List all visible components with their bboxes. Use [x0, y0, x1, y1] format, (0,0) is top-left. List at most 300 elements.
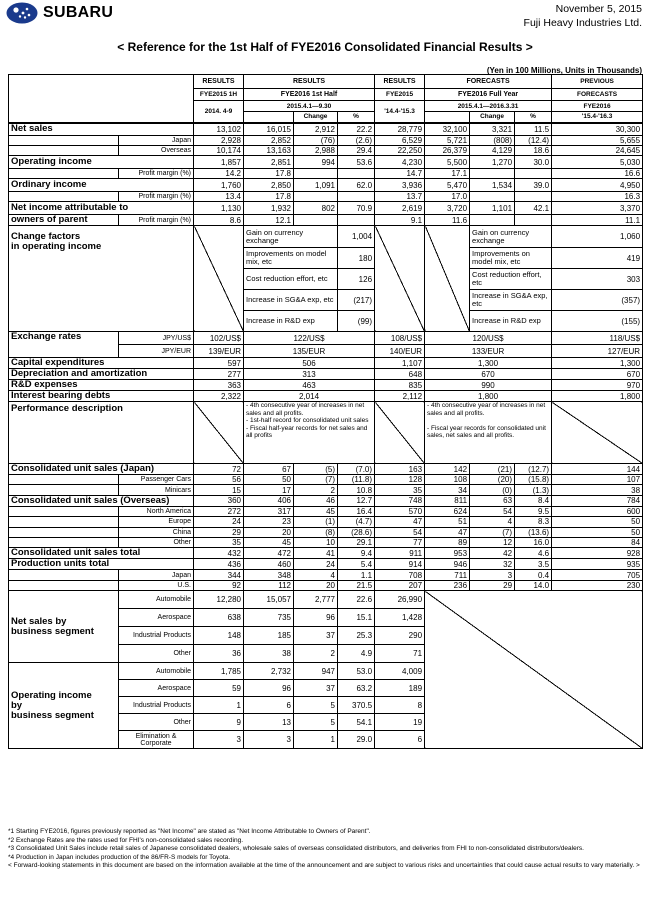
table-row [9, 192, 643, 202]
value-cell: 277 [194, 369, 244, 380]
value-cell: 506 [244, 358, 375, 369]
value-cell: 994 [294, 156, 338, 169]
value-cell: 14.7 [375, 169, 425, 179]
value-cell: (7.0) [338, 464, 375, 475]
value-cell: (15.8) [515, 475, 552, 485]
value-cell: (20) [470, 475, 515, 485]
value-cell: 148 [194, 627, 244, 645]
value-cell: 928 [552, 548, 643, 559]
value-cell [294, 215, 338, 226]
col-header-blank [244, 112, 294, 123]
value-cell: 705 [552, 570, 643, 580]
value-cell: 35 [375, 485, 425, 495]
value-cell: 72 [194, 464, 244, 475]
value-cell [470, 192, 515, 202]
value-cell: 47 [375, 517, 425, 527]
factor-label: Cost reduction effort, etc [470, 269, 552, 290]
value-cell: 139/EUR [194, 345, 244, 358]
value-cell: 4 [294, 570, 338, 580]
value-cell: 11.5 [515, 123, 552, 136]
value-cell: 9 [194, 714, 244, 731]
value-cell: 348 [244, 570, 294, 580]
table-row [9, 226, 643, 248]
table-row [9, 123, 643, 136]
value-cell: (8) [294, 527, 338, 537]
value-cell: 11.1 [552, 215, 643, 226]
value-cell: 70.9 [338, 202, 375, 215]
value-cell: 107 [552, 475, 643, 485]
row-label: owners of parent [9, 215, 119, 226]
value-cell: 25.3 [338, 627, 375, 645]
value-cell: (76) [294, 136, 338, 146]
value-cell: (28.6) [338, 527, 375, 537]
performance-text: - 4th consecutive year of increases in net sales and all profits. - Fiscal year records for consolidated unit sales, net sales and all profits. [425, 402, 552, 464]
table-row [9, 506, 643, 516]
value-cell: 5,721 [425, 136, 470, 146]
row-label: Capital expenditures [9, 358, 194, 369]
row-label [9, 146, 119, 156]
factor-value: 126 [338, 269, 375, 290]
factor-label: Increase in R&D exp [244, 311, 338, 332]
row-sublabel: Automobile [119, 591, 194, 609]
value-cell: 3,936 [375, 179, 425, 192]
value-cell: 20 [294, 580, 338, 590]
value-cell: 127/EUR [552, 345, 643, 358]
value-cell: 463 [244, 380, 375, 391]
table-row [9, 464, 643, 475]
value-cell: 77 [375, 537, 425, 547]
value-cell: 108/US$ [375, 332, 425, 345]
row-label [9, 570, 119, 580]
value-cell: 11.6 [425, 215, 470, 226]
results-table-container [8, 74, 642, 749]
value-cell: 112 [244, 580, 294, 590]
col-header-period: FYE2016 [552, 101, 643, 112]
value-cell: 6 [244, 697, 294, 714]
value-cell: 230 [552, 580, 643, 590]
value-cell: 51 [425, 517, 470, 527]
value-cell: 38 [244, 645, 294, 663]
table-row [9, 391, 643, 402]
value-cell [515, 192, 552, 202]
value-cell: 10,174 [194, 146, 244, 156]
value-cell: 4.6 [515, 548, 552, 559]
row-label: Operating income [9, 156, 194, 169]
value-cell: 2,014 [244, 391, 375, 402]
value-cell: 4,950 [552, 179, 643, 192]
col-header-sub: FYE2015 1H [194, 89, 244, 101]
col-header-change: Change [470, 112, 515, 123]
value-cell: 10.8 [338, 485, 375, 495]
value-cell: 62.0 [338, 179, 375, 192]
factor-label: Cost reduction effort, etc [244, 269, 338, 290]
value-cell: 16.4 [338, 506, 375, 516]
value-cell: 9.1 [375, 215, 425, 226]
value-cell: 13,163 [244, 146, 294, 156]
diagonal-cell [425, 591, 643, 749]
value-cell [470, 215, 515, 226]
value-cell: 24,645 [552, 146, 643, 156]
factor-value: 180 [338, 248, 375, 269]
value-cell: 118/US$ [552, 332, 643, 345]
factor-label: Increase in SG&A exp, etc [470, 290, 552, 311]
footnote: *4 Production in Japan includes production of the 86/FR-S models for Toyota. [8, 853, 231, 861]
footnote: < Forward-looking statements in this document are based on the information available at the time of the announcement and are subject to various risks and uncertainties that could cause actual results to vary materially. > [8, 862, 640, 869]
value-cell: 5,030 [552, 156, 643, 169]
footnote: *2 Exchange Rates are the rates used for FHI's non-consolidated sales recording. [8, 836, 244, 844]
value-cell: 2,112 [375, 391, 425, 402]
value-cell: 1,300 [552, 358, 643, 369]
value-cell [470, 169, 515, 179]
value-cell: 1,932 [244, 202, 294, 215]
value-cell: 1,130 [194, 202, 244, 215]
value-cell: 120/US$ [425, 332, 552, 345]
value-cell: 4,009 [375, 663, 425, 680]
change-factors-subtitle: in operating income [11, 241, 102, 252]
value-cell: 1,300 [425, 358, 552, 369]
col-header-sub: FORECASTS [552, 89, 643, 101]
value-cell: 16.6 [552, 169, 643, 179]
value-cell: 2 [294, 645, 338, 663]
value-cell: (1.3) [515, 485, 552, 495]
value-cell: 363 [194, 380, 244, 391]
value-cell: 128 [375, 475, 425, 485]
row-label [9, 537, 119, 547]
value-cell: 63.2 [338, 680, 375, 697]
row-label: Consolidated unit sales (Japan) [9, 464, 194, 475]
value-cell: 30,300 [552, 123, 643, 136]
row-sublabel: Aerospace [119, 609, 194, 627]
value-cell: 54.1 [338, 714, 375, 731]
table-row [9, 591, 643, 609]
value-cell: 15 [194, 485, 244, 495]
value-cell: 2,732 [244, 663, 294, 680]
value-cell: 3,321 [470, 123, 515, 136]
value-cell: 947 [294, 663, 338, 680]
value-cell: 5 [294, 714, 338, 731]
value-cell: 1,785 [194, 663, 244, 680]
value-cell: 624 [425, 506, 470, 516]
table-row [9, 580, 643, 590]
value-cell: 50 [552, 527, 643, 537]
table-row [9, 537, 643, 547]
row-label [9, 506, 119, 516]
value-cell: 84 [552, 537, 643, 547]
value-cell: (808) [470, 136, 515, 146]
results-table [8, 74, 643, 749]
row-sublabel: Profit margin (%) [119, 192, 194, 202]
table-row [9, 517, 643, 527]
value-cell: 30.0 [515, 156, 552, 169]
factor-value: 1,060 [552, 226, 643, 248]
value-cell: (12.4) [515, 136, 552, 146]
value-cell: 16,015 [244, 123, 294, 136]
value-cell: (2.6) [338, 136, 375, 146]
factor-label: Gain on currency exchange [244, 226, 338, 248]
row-sublabel: Other [119, 645, 194, 663]
row-sublabel: Industrial Products [119, 697, 194, 714]
value-cell: 432 [194, 548, 244, 559]
factor-value: 419 [552, 248, 643, 269]
table-row [9, 156, 643, 169]
value-cell: 711 [425, 570, 470, 580]
value-cell: 26,379 [425, 146, 470, 156]
row-label [9, 580, 119, 590]
table-row [9, 475, 643, 485]
row-sublabel: Europe [119, 517, 194, 527]
performance-text: - 4th consecutive year of increases in net sales and all profits. - 1st-half record for consolidated unit sales - Fiscal half-year records for net sales and all profits [244, 402, 375, 464]
value-cell: 14.0 [515, 580, 552, 590]
factor-value: (217) [338, 290, 375, 311]
value-cell: 71 [375, 645, 425, 663]
value-cell: 911 [375, 548, 425, 559]
value-cell: 3,370 [552, 202, 643, 215]
value-cell: 42 [470, 548, 515, 559]
value-cell: 5 [294, 697, 338, 714]
value-cell: 946 [425, 559, 470, 570]
col-header-pct: % [515, 112, 552, 123]
value-cell: 3 [244, 731, 294, 749]
value-cell: 144 [552, 464, 643, 475]
value-cell: (4.7) [338, 517, 375, 527]
value-cell: 2,928 [194, 136, 244, 146]
value-cell: 2,619 [375, 202, 425, 215]
company-org: Fuji Heavy Industries Ltd. [523, 17, 642, 29]
value-cell: (0) [470, 485, 515, 495]
value-cell: 8.4 [515, 495, 552, 506]
table-row [9, 169, 643, 179]
value-cell: 37 [294, 680, 338, 697]
value-cell: 19 [375, 714, 425, 731]
row-label: Ordinary income [9, 179, 194, 192]
table-row [9, 75, 643, 89]
col-header-period: '14.4-'15.3 [375, 101, 425, 123]
value-cell: 9.4 [338, 548, 375, 559]
value-cell: 570 [375, 506, 425, 516]
segment-title: business segment [11, 625, 94, 637]
col-header-results: RESULTS [244, 75, 375, 89]
value-cell: 102/US$ [194, 332, 244, 345]
col-header-sub: FYE2016 Full Year [425, 89, 552, 101]
document-title: < Reference for the 1st Half of FYE2016 Consolidated Financial Results > [117, 40, 533, 54]
factor-label: Improvements on model mix, etc [470, 248, 552, 269]
segment-title: Operating income [11, 689, 92, 701]
diagonal-cell [552, 402, 643, 464]
row-label [9, 485, 119, 495]
value-cell: 460 [244, 559, 294, 570]
value-cell: 26,990 [375, 591, 425, 609]
value-cell: 970 [552, 380, 643, 391]
value-cell [294, 169, 338, 179]
col-header-period: 2014. 4-9 [194, 101, 244, 123]
value-cell: 597 [194, 358, 244, 369]
row-sublabel: Minicars [119, 485, 194, 495]
factor-label: Improvements on model mix, etc [244, 248, 338, 269]
value-cell: 17.8 [244, 192, 294, 202]
value-cell: 2,852 [244, 136, 294, 146]
row-sublabel: North America [119, 506, 194, 516]
value-cell: 42.1 [515, 202, 552, 215]
value-cell: 648 [375, 369, 425, 380]
value-cell: 344 [194, 570, 244, 580]
value-cell: 1,428 [375, 609, 425, 627]
value-cell: 50 [552, 517, 643, 527]
value-cell: 17.0 [425, 192, 470, 202]
row-sublabel: Elimination & Corporate [119, 731, 194, 749]
value-cell: 17.8 [244, 169, 294, 179]
change-factors-label [9, 226, 194, 332]
value-cell: (7) [470, 527, 515, 537]
row-sublabel: Automobile [119, 663, 194, 680]
row-label [9, 475, 119, 485]
value-cell: 10 [294, 537, 338, 547]
value-cell: (21) [470, 464, 515, 475]
table-row [9, 527, 643, 537]
value-cell: 811 [425, 495, 470, 506]
col-header-period: '15.4-'16.3 [552, 112, 643, 123]
value-cell: 67 [244, 464, 294, 475]
value-cell: 37 [294, 627, 338, 645]
value-cell: 142 [425, 464, 470, 475]
value-cell: 3.5 [515, 559, 552, 570]
value-cell: 140/EUR [375, 345, 425, 358]
col-header-pct: % [338, 112, 375, 123]
value-cell: 13.4 [194, 192, 244, 202]
diagonal-cell [375, 402, 425, 464]
factor-value: 1,004 [338, 226, 375, 248]
corner-cell [9, 75, 194, 123]
value-cell: 46 [294, 495, 338, 506]
value-cell: 436 [194, 559, 244, 570]
value-cell: 135/EUR [244, 345, 375, 358]
value-cell [338, 215, 375, 226]
value-cell: 370.5 [338, 697, 375, 714]
value-cell: 708 [375, 570, 425, 580]
row-label: Depreciation and amortization [9, 369, 194, 380]
value-cell: 1,857 [194, 156, 244, 169]
row-label [9, 517, 119, 527]
value-cell: 17.1 [425, 169, 470, 179]
value-cell: 189 [375, 680, 425, 697]
value-cell [515, 215, 552, 226]
table-row [9, 136, 643, 146]
value-cell: 13.7 [375, 192, 425, 202]
value-cell: 4,129 [470, 146, 515, 156]
value-cell: 22.2 [338, 123, 375, 136]
factor-value: (155) [552, 311, 643, 332]
value-cell: 1,091 [294, 179, 338, 192]
value-cell: 163 [375, 464, 425, 475]
table-row [9, 380, 643, 391]
value-cell: 748 [375, 495, 425, 506]
diagonal-cell [194, 226, 244, 332]
value-cell: 13 [244, 714, 294, 731]
unit-note: (Yen in 100 Millions, Units in Thousands) [486, 66, 642, 75]
value-cell: 1,800 [425, 391, 552, 402]
value-cell: (13.6) [515, 527, 552, 537]
value-cell: 670 [552, 369, 643, 380]
table-row [9, 495, 643, 506]
value-cell: (1) [294, 517, 338, 527]
table-row [9, 369, 643, 380]
footnote: *3 Consolidated Unit Sales include retail sales of Japanese consolidated dealers, wholesale sales of overseas consolidated distributors, and deliveries from FHI to non-consolidated distributors/dealers. [8, 845, 584, 852]
value-cell: 2 [294, 485, 338, 495]
value-cell: 18.6 [515, 146, 552, 156]
row-sublabel: Overseas [119, 146, 194, 156]
col-header-results: RESULTS [375, 75, 425, 89]
value-cell [338, 192, 375, 202]
row-sublabel: Profit margin (%) [119, 169, 194, 179]
table-row [9, 332, 643, 345]
segment-label [9, 663, 119, 749]
segment-title: business segment [11, 709, 94, 721]
value-cell: 108 [425, 475, 470, 485]
row-sublabel: Japan [119, 136, 194, 146]
value-cell: 54 [470, 506, 515, 516]
value-cell: 59 [194, 680, 244, 697]
value-cell: 45 [244, 537, 294, 547]
value-cell: 290 [375, 627, 425, 645]
row-label: Exchange rates [9, 332, 119, 358]
value-cell: 185 [244, 627, 294, 645]
col-header-period: 2015.4.1—2016.3.31 [425, 101, 552, 112]
row-sublabel: Aerospace [119, 680, 194, 697]
table-row [9, 548, 643, 559]
value-cell: 122/US$ [244, 332, 375, 345]
value-cell: 670 [425, 369, 552, 380]
col-header-sub: FYE2015 [375, 89, 425, 101]
diagonal-cell [194, 402, 244, 464]
table-row [9, 215, 643, 226]
value-cell: 3 [194, 731, 244, 749]
row-label [9, 192, 119, 202]
row-label [9, 169, 119, 179]
factor-value: (357) [552, 290, 643, 311]
row-sublabel: Industrial Products [119, 627, 194, 645]
subaru-logo [6, 2, 113, 24]
col-header-period: 2015.4.1—9.30 [244, 101, 375, 112]
value-cell: 29.1 [338, 537, 375, 547]
value-cell: 317 [244, 506, 294, 516]
value-cell: 5,500 [425, 156, 470, 169]
value-cell: 3 [470, 570, 515, 580]
value-cell: 935 [552, 559, 643, 570]
value-cell: 1 [294, 731, 338, 749]
value-cell: 1,760 [194, 179, 244, 192]
value-cell: 472 [244, 548, 294, 559]
value-cell: 39.0 [515, 179, 552, 192]
segment-title: Net sales by [11, 615, 67, 627]
value-cell: 835 [375, 380, 425, 391]
row-label: Net income attributable to [9, 202, 194, 215]
value-cell: 2,912 [294, 123, 338, 136]
value-cell: 14.2 [194, 169, 244, 179]
value-cell: 12.1 [244, 215, 294, 226]
value-cell: 735 [244, 609, 294, 627]
value-cell: 802 [294, 202, 338, 215]
row-label: Consolidated unit sales total [9, 548, 194, 559]
table-row [9, 202, 643, 215]
col-header-results: RESULTS [194, 75, 244, 89]
value-cell: 32 [470, 559, 515, 570]
value-cell: 4,230 [375, 156, 425, 169]
value-cell: 53.6 [338, 156, 375, 169]
row-label: Interest bearing debts [9, 391, 194, 402]
col-header-sub: FYE2016 1st Half [244, 89, 375, 101]
value-cell: 8.6 [194, 215, 244, 226]
diagonal-cell [425, 226, 470, 332]
value-cell: 1,800 [552, 391, 643, 402]
